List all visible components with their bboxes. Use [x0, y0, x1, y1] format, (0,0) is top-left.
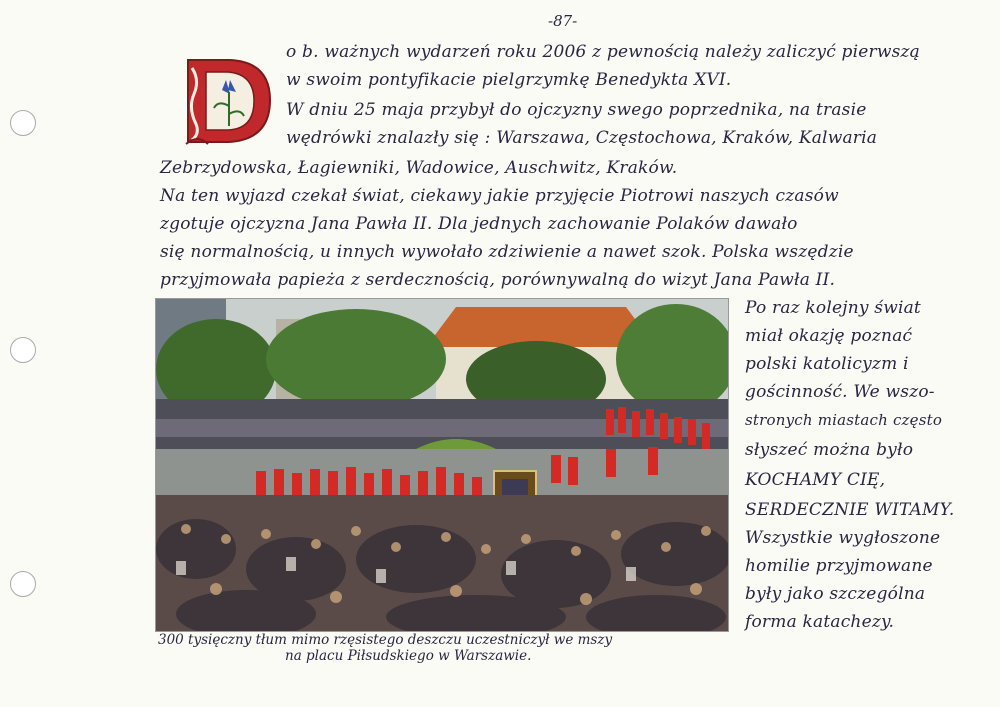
binder-hole	[10, 110, 36, 136]
side-text-line: słyszeć można było	[745, 440, 914, 460]
side-text-line: polski katolicyzm i	[745, 354, 909, 374]
text-line: w swoim pontyfikacie pielgrzymkę Benedykta XVI.	[286, 70, 732, 90]
side-text-line: stronych miastach często	[745, 411, 943, 429]
binder-hole	[10, 571, 36, 597]
side-text-line: SERDECZNIE WITAMY.	[745, 500, 955, 520]
text-line: o b. ważnych wydarzeń roku 2006 z pewnością należy zaliczyć pierwszą	[286, 42, 921, 62]
illuminated-initial-d-icon	[178, 50, 274, 148]
binder-hole	[10, 337, 36, 363]
side-text-line: KOCHAMY CIĘ,	[745, 470, 886, 490]
side-text-line: homilie przyjmowane	[745, 556, 933, 576]
side-text-line: były jako szczególna	[745, 584, 926, 604]
photo-caption: 300 tysięczny tłum mimo rzęsistego deszczu uczestniczył we mszy	[158, 632, 613, 648]
photo-papal-mass	[155, 298, 729, 632]
text-line: się normalnością, u innych wywołało zdziwienie a nawet szok. Polska wszędzie	[160, 242, 854, 262]
page-number: -87-	[548, 12, 578, 30]
side-text-line: Wszystkie wygłoszone	[745, 528, 941, 548]
text-line: W dniu 25 maja przybył do ojczyzny swego poprzednika, na trasie	[286, 100, 867, 120]
text-line: Na ten wyjazd czekał świat, ciekawy jakie przyjęcie Piotrowi naszych czasów	[160, 186, 839, 206]
photo-caption: na placu Piłsudskiego w Warszawie.	[285, 648, 532, 664]
text-line: przyjmowała papieża z serdecznością, porównywalną do wizyt Jana Pawła II.	[160, 270, 836, 290]
text-line: Zebrzydowska, Łagiewniki, Wadowice, Auschwitz, Kraków.	[160, 158, 678, 178]
side-text-line: Po raz kolejny świat	[745, 298, 921, 318]
side-text-line: miał okazję poznać	[745, 326, 913, 346]
text-line: wędrówki znalazły się : Warszawa, Częstochowa, Kraków, Kalwaria	[286, 128, 878, 148]
text-line: zgotuje ojczyzna Jana Pawła II. Dla jednych zachowanie Polaków dawało	[160, 214, 798, 234]
side-text-line: gościnność. We wszo-	[745, 382, 935, 402]
side-text-line: forma katachezy.	[745, 612, 895, 632]
